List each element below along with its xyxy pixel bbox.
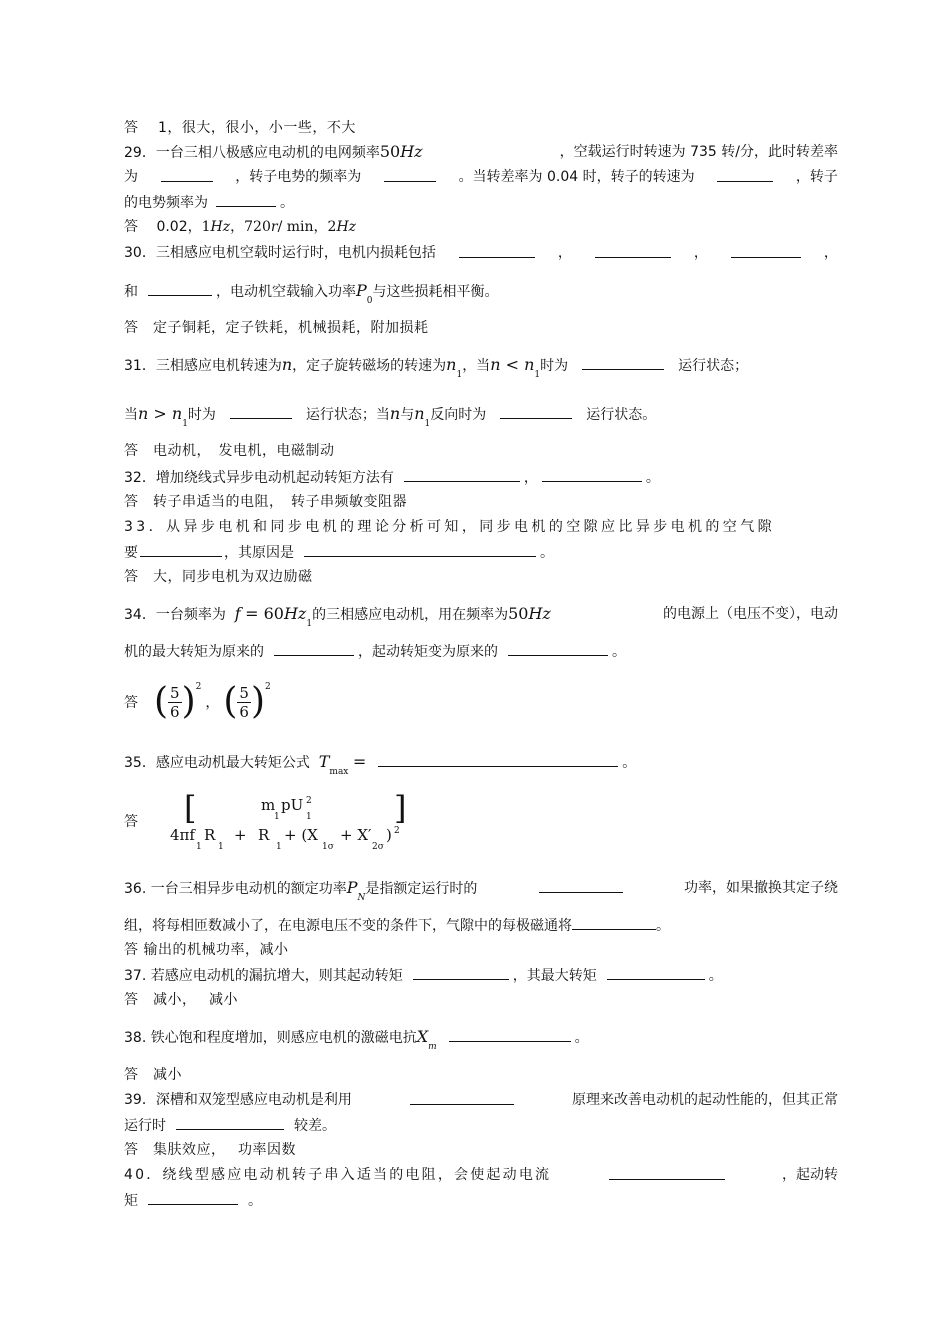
fill-in-blank	[582, 355, 664, 370]
fill-in-blank	[161, 167, 213, 182]
fill-in-blank	[413, 965, 509, 980]
answer-29: 答 0.02，1Hz，720r/ min，2Hz	[124, 219, 357, 235]
fill-in-blank	[731, 243, 801, 258]
fill-in-blank	[274, 641, 354, 656]
answer-31: 答 电动机， 发电机，电磁制动	[124, 443, 335, 459]
fill-in-blank	[176, 1115, 284, 1130]
fill-in-blank	[230, 404, 292, 419]
fill-in-blank	[508, 641, 608, 656]
fill-in-blank	[595, 243, 671, 258]
question-31-line-1: 31．三相感应电机转速为n，定子旋转磁场的转速为$n_1$，当$n < n_1$时为 运行状态；	[124, 355, 749, 380]
question-39-line-1: 39．深槽和双笼型感应电动机是利用 原理来改善电动机的起动性能的，但其正常	[124, 1092, 838, 1108]
fill-in-blank	[378, 752, 618, 767]
answer-35-label: 答	[124, 814, 138, 830]
fill-in-blank	[717, 167, 773, 182]
question-32: 32．增加绕线式异步电动机起动转矩方法有 ， 。	[124, 467, 660, 488]
question-35: 35．感应电动机最大转矩公式 $T_{max}$ = 。	[124, 752, 637, 777]
question-29-line-3: 的电势频率为 。	[124, 192, 294, 213]
answer-30: 答 定子铜耗，定子铁耗，机械损耗，附加损耗	[124, 320, 429, 336]
question-33-line-2: 要 ，其原因是 。	[124, 542, 554, 563]
question-39-line-2: 运行时 较差。	[124, 1115, 336, 1136]
question-40-line-1: 40．绕线型感应电动机转子串入适当的电阻，会使起动电流 ，起动转	[124, 1167, 838, 1183]
max-torque-formula: [ ] m 1 pU 1 2 4πf 1 R 1 + R 1 + (X 1σ + X′ 2σ ) 2	[170, 789, 407, 852]
answer-33: 答 大，同步电机为双边励磁	[124, 569, 313, 585]
question-31-line-2: 当$n > n_1$时为 运行状态；当n与$n_1$反向时为 运行状态。	[124, 404, 657, 429]
answer-37: 答 减小， 减小	[124, 992, 238, 1008]
fill-in-blank	[609, 1165, 725, 1180]
question-34-line-2: 机的最大转矩为原来的 ，起动转矩变为原来的 。	[124, 641, 626, 662]
question-29-line-2: 为 ，转子电势的频率为 。当转差率为 0.04 时，转子的转速为 ，转子	[124, 169, 838, 185]
fill-in-blank	[459, 243, 535, 258]
fill-in-blank	[500, 404, 572, 419]
fill-in-blank	[607, 965, 705, 980]
answer-32: 答 转子串适当的电阻， 转子串频敏变阻器	[124, 494, 407, 510]
question-29-line-1: 29．一台三相八极感应电动机的电网频率50Hz ，空载运行时转速为 735 转/分，此时转差率	[124, 142, 838, 161]
fill-in-blank	[410, 1090, 514, 1105]
question-38: 38. 铁心饱和程度增加，则感应电机的激磁电抗$X_m$。	[124, 1027, 589, 1052]
question-36-line-2: 组，将每相匝数减小了，在电源电压不变的条件下，气隙中的每极磁通将 。	[124, 915, 670, 936]
fill-in-blank	[404, 467, 520, 482]
fill-in-blank	[140, 542, 222, 557]
fill-in-blank	[304, 542, 536, 557]
fill-in-blank	[384, 167, 436, 182]
fill-in-blank	[542, 467, 642, 482]
fill-in-blank	[148, 1190, 238, 1205]
fill-in-blank	[449, 1027, 571, 1042]
answer-36: 答 输出的机械功率，减小	[124, 942, 289, 958]
question-37: 37. 若感应电动机的漏抗增大，则其起动转矩 ，其最大转矩 。	[124, 965, 723, 986]
question-33-line-1: 33．从异步电机和同步电机的理论分析可知，同步电机的空隙应比异步电机的空气隙	[124, 519, 776, 535]
answer-38: 答 减小	[124, 1067, 182, 1083]
question-36-line-1: 36. 一台三相异步电动机的额定功率$P_N$是指额定运行时的 功率，如果撤换其定子绕	[124, 878, 838, 903]
answer-39: 答 集肤效应， 功率因数	[124, 1142, 296, 1158]
question-30-line-2: 和 ，电动机空载输入功率$P_0$与这些损耗相平衡。	[124, 281, 499, 306]
answer-28: 答 1，很大，很小，小一些，不大	[124, 120, 356, 136]
fill-in-blank	[539, 878, 623, 893]
fill-in-blank	[572, 915, 656, 930]
question-34-line-1: 34．一台频率为 $f = 60Hz_1$的三相感应电动机，用在频率为50Hz 的电源上（电压不变），电动	[124, 604, 838, 629]
question-30-line-1: 30．三相感应电机空载时运行时，电机内损耗包括 ， ， ，	[124, 245, 838, 261]
fill-in-blank	[216, 192, 276, 207]
question-40-line-2: 矩 。	[124, 1190, 262, 1211]
fill-in-blank	[148, 281, 212, 296]
answer-34: 答 ( $\frac{5}{6}$ ) 2 ， ( $\frac{5}{6}$ ) 2	[124, 681, 271, 722]
